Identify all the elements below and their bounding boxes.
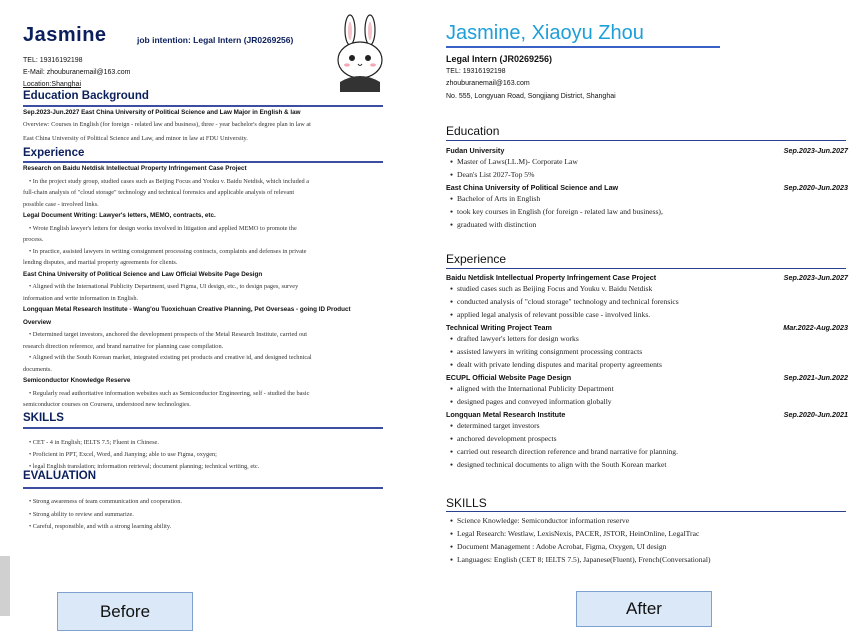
after-experience-bullet: ● assisted lawyers in writing consignment processing contracts bbox=[450, 347, 642, 356]
after-experience-date: Sep.2021-Jun.2022 bbox=[783, 373, 848, 382]
after-experience-bullet: ● applied legal analysis of relevant possible case - involved links. bbox=[450, 310, 650, 319]
before-experience-text: • In practice, assisted lawyers in writing consignment processing contracts, complaints and defenses in private bbox=[29, 247, 307, 255]
before-evaluation-heading: EVALUATION bbox=[23, 470, 97, 482]
before-name: Jasmine bbox=[23, 24, 107, 46]
before-experience-text: • Wrote English lawyer's letters for design works involved in litigation and applied MEMO to promote the bbox=[29, 224, 297, 232]
after-education-rule bbox=[446, 140, 846, 141]
before-experience-rule bbox=[23, 161, 383, 163]
before-experience-title: Longquan Metal Research Institute - Wang'ou Tuoxichuan Creative Planning, Pet Overseas - going ID Product bbox=[23, 306, 351, 313]
bunny-avatar bbox=[332, 12, 388, 92]
before-button[interactable]: Before bbox=[57, 592, 193, 631]
before-education-rule bbox=[23, 105, 383, 107]
after-experience-rule bbox=[446, 268, 846, 269]
after-skills-heading: SKILLS bbox=[446, 496, 487, 510]
after-experience-bullet: ● studied cases such as Beijing Focus and Youku v. Baidu Netdisk bbox=[450, 284, 652, 293]
before-experience-title: Overview bbox=[23, 318, 52, 326]
before-resume bbox=[10, 8, 395, 556]
before-experience-text: process. bbox=[23, 236, 44, 243]
after-name-rule bbox=[446, 46, 720, 48]
before-evaluation-item: • Careful, responsible, and with a strong learning ability. bbox=[29, 523, 172, 530]
after-experience-org: Baidu Netdisk Intellectual Property Infringement Case Project bbox=[446, 273, 657, 282]
before-experience-text: lending disputes, and marital property agreements for clients. bbox=[23, 259, 178, 266]
before-edu-overview: Overview: Courses in English (for foreign - related law and business), three - year bachelor's degree plan in law at bbox=[23, 121, 311, 128]
before-experience-text: research direction reference, and brand narrative for planning case compilation. bbox=[23, 342, 224, 350]
before-experience-text: full-chain analysis of "cloud storage" technology and technical forensics and applicable analysis of relevant bbox=[23, 189, 295, 196]
before-experience-text: information and write information in English. bbox=[23, 294, 139, 302]
before-evaluation-item: • Strong awareness of team communication and cooperation. bbox=[29, 498, 182, 505]
before-email: E-Mail: zhouburanemail@163.com bbox=[23, 69, 131, 76]
page-edge bbox=[0, 556, 10, 616]
after-education-heading: Education bbox=[446, 124, 500, 138]
after-job: Legal Intern (JR0269256) bbox=[446, 54, 553, 64]
after-experience-org: Longquan Metal Research Institute bbox=[446, 410, 566, 419]
before-skill-item: • legal English translation; information retrieval; document planning; technical writing, etc. bbox=[29, 463, 260, 470]
before-edu-line: Sep.2023-Jun.2027 East China University of Political Science and Law Major in English & law bbox=[23, 109, 301, 116]
before-experience-heading: Experience bbox=[23, 147, 85, 159]
after-button[interactable]: After bbox=[576, 591, 712, 627]
after-experience-org: ECUPL Official Website Page Design bbox=[446, 373, 572, 382]
before-experience-text: semiconductor courses on Coursera, understood new technologies. bbox=[23, 401, 191, 408]
after-skill-item: ● Document Management : Adobe Acrobat, Figma, Oxygen, UI design bbox=[450, 542, 666, 551]
before-experience-text: • Aligned with the International Publicity Department, used Figma, UI design, etc., to design pages, survey bbox=[29, 283, 299, 290]
before-evaluation-item: • Strong ability to review and summarize. bbox=[29, 511, 134, 518]
before-location: Location:Shanghai bbox=[23, 81, 81, 88]
after-experience-date: Sep.2020-Jun.2021 bbox=[783, 410, 848, 419]
after-experience-date: Mar.2022-Aug.2023 bbox=[783, 323, 848, 332]
before-education-heading: Education Background bbox=[23, 90, 149, 102]
before-experience-text: • In the project study group, studied cases such as Beijing Focus and Youku v. Baidu Netdisk, which included a bbox=[29, 177, 310, 185]
before-experience-text: documents. bbox=[23, 365, 52, 373]
after-experience-bullet: ● designed technical documents to align with the South Korean market bbox=[450, 460, 666, 469]
after-education-bullet: ● Dean's List 2027-Top 5% bbox=[450, 170, 534, 179]
after-education-date: Sep.2023-Jun.2027 bbox=[783, 146, 848, 155]
before-skills-rule bbox=[23, 427, 383, 429]
before-skills-heading: SKILLS bbox=[23, 412, 64, 424]
after-education-org: East China University of Political Science and Law bbox=[446, 183, 619, 192]
before-experience-title: East China University of Political Science and Law Official Website Page Design bbox=[23, 270, 263, 278]
after-skill-item: ● Legal Research: Westlaw, LexisNexis, PACER, JSTOR, HeinOnline, LegalTrac bbox=[450, 529, 699, 538]
after-experience-bullet: ● anchored development prospects bbox=[450, 434, 557, 443]
after-experience-bullet: ● drafted lawyer's letters for design works bbox=[450, 334, 579, 343]
after-email: zhouburanemail@163.com bbox=[446, 80, 530, 87]
before-experience-text: • Determined target investors, anchored the development prospects of the Metal Research Institute, carried out bbox=[29, 331, 308, 338]
before-skill-item: • Proficient in PPT, Excel, Word, and Jianying; able to use Figma, oxygen; bbox=[29, 451, 217, 458]
after-experience-heading: Experience bbox=[446, 252, 507, 266]
before-experience-text: possible case - involved links. bbox=[23, 200, 99, 208]
after-experience-org: Technical Writing Project Team bbox=[446, 323, 552, 332]
before-experience-text: • Aligned with the South Korean market, integrated existing pet products and creative id, and designed technical bbox=[29, 354, 312, 361]
after-skill-item: ● Languages: English (CET 8; IELTS 7.5), Japanese(Fluent), French(Conversational) bbox=[450, 555, 711, 564]
after-resume bbox=[438, 8, 858, 586]
after-education-bullet: ● graduated with distinction bbox=[450, 220, 536, 229]
after-experience-bullet: ● carried out research direction reference and brand narrative for planning. bbox=[450, 447, 678, 456]
before-job-intention: job intention: Legal Intern (JR0269256) bbox=[137, 35, 294, 45]
before-experience-title: Legal Document Writing: Lawyer's letters, MEMO, contracts, etc. bbox=[23, 212, 216, 219]
after-education-org: Fudan University bbox=[446, 146, 505, 155]
after-tel: TEL: 19316192198 bbox=[446, 68, 506, 75]
before-edu-overview-cont: East China University of Political Science and Law, and minor in law at FDU University. bbox=[23, 135, 248, 142]
before-experience-title: Semiconductor Knowledge Reserve bbox=[23, 377, 131, 384]
before-experience-title: Research on Baidu Netdisk Intellectual Property Infringement Case Project bbox=[23, 165, 247, 172]
after-education-date: Sep.2020-Jun.2023 bbox=[783, 183, 848, 192]
after-education-bullet: ● took key courses in English (for foreign - related law and business), bbox=[450, 207, 663, 216]
after-experience-date: Sep.2023-Jun.2027 bbox=[783, 273, 848, 282]
after-education-bullet: ● Bachelor of Arts in English bbox=[450, 194, 540, 203]
after-education-bullet: ● Master of Laws(LL.M)- Corporate Law bbox=[450, 157, 578, 166]
after-name: Jasmine, Xiaoyu Zhou bbox=[446, 22, 644, 44]
after-experience-bullet: ● dealt with private lending disputes and marital property agreements bbox=[450, 360, 662, 369]
after-experience-bullet: ● determined target investors bbox=[450, 421, 540, 430]
after-skills-rule bbox=[446, 511, 846, 512]
before-tel: TEL: 19316192198 bbox=[23, 57, 83, 64]
after-address: No. 555, Longyuan Road, Songjiang District, Shanghai bbox=[446, 93, 616, 100]
after-experience-bullet: ● designed pages and conveyed information globally bbox=[450, 397, 612, 406]
after-experience-bullet: ● conducted analysis of "cloud storage" technology and technical forensics bbox=[450, 297, 679, 306]
before-skill-item: • CET - 4 in English; IELTS 7.5; Fluent in Chinese. bbox=[29, 439, 159, 446]
after-experience-bullet: ● aligned with the International Publicity Department bbox=[450, 384, 614, 393]
before-evaluation-rule bbox=[23, 487, 383, 489]
before-experience-text: • Regularly read authoritative information websites such as Semiconductor Engineering, self - studied the basic bbox=[29, 389, 310, 397]
after-skill-item: ● Science Knowledge: Semiconductor information reserve bbox=[450, 516, 629, 525]
